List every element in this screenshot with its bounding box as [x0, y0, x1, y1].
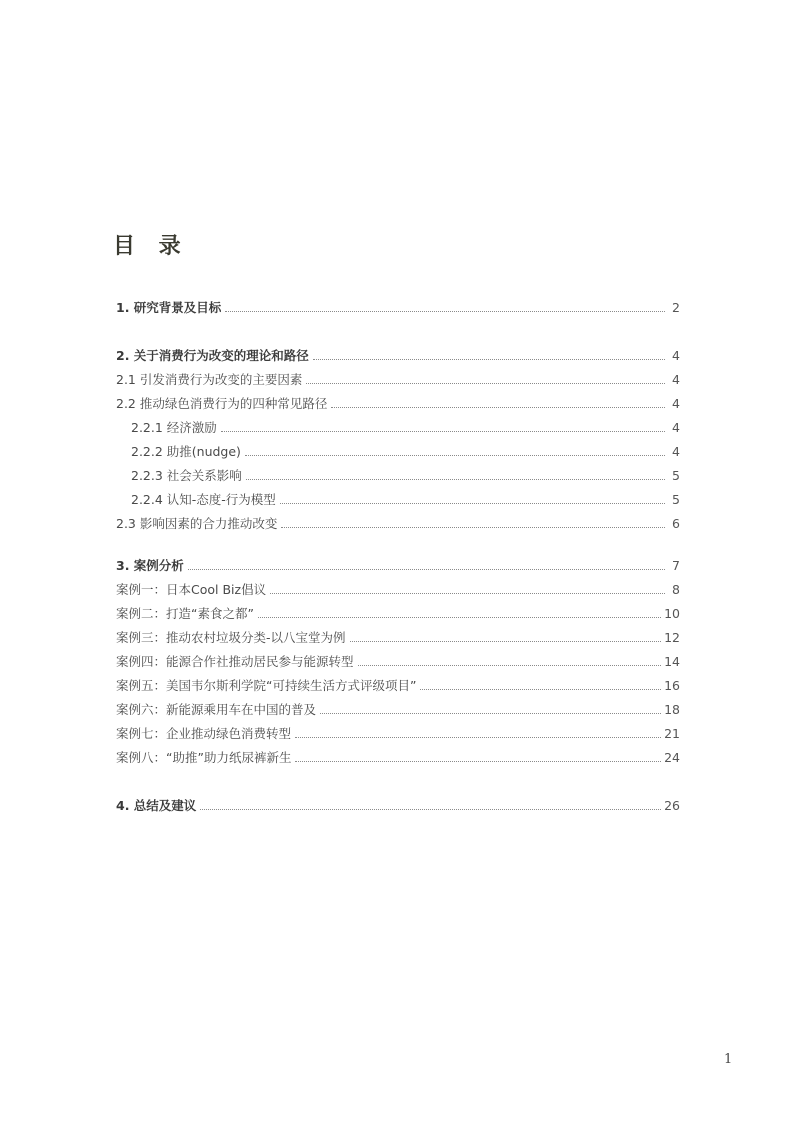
toc-entry-label: 2.2.3 社会关系影响	[131, 468, 242, 483]
dot-leader	[270, 593, 665, 594]
toc-entry-case-8[interactable]	[116, 748, 680, 766]
toc-entry-page: 12	[664, 630, 680, 645]
toc-entry-label: 1. 研究背景及目标	[116, 300, 222, 315]
toc-entry-theory-and-paths[interactable]	[116, 346, 680, 364]
toc-title: 目 录	[113, 234, 189, 259]
toc-entry-label: 2.2.4 认知-态度-行为模型	[131, 492, 276, 507]
toc-entry-2-2[interactable]	[116, 394, 680, 412]
toc-entry-summary[interactable]	[116, 796, 680, 814]
page-number: 1	[724, 1052, 733, 1067]
toc-entry-case-3[interactable]	[116, 628, 680, 646]
dot-leader	[331, 407, 665, 408]
dot-leader	[188, 569, 665, 570]
toc-entry-label: 2.2.1 经济激励	[131, 420, 217, 435]
dot-leader	[306, 383, 665, 384]
dot-leader	[280, 503, 665, 504]
toc-entry-research-background[interactable]	[116, 298, 680, 316]
dot-leader	[358, 665, 662, 666]
toc-entry-page: 8	[672, 582, 680, 597]
toc-entry-page: 24	[664, 750, 680, 765]
toc-entry-label: 案例五：美国韦尔斯利学院“可持续生活方式评级项目”	[116, 678, 417, 693]
toc-entry-2-2-4[interactable]	[131, 490, 680, 508]
toc-entry-label: 案例四：能源合作社推动居民参与能源转型	[116, 654, 354, 669]
dot-leader	[258, 617, 661, 618]
toc-entry-page: 16	[664, 678, 680, 693]
toc-entry-page: 7	[672, 558, 680, 573]
toc-entry-page: 18	[664, 702, 680, 717]
dot-leader	[313, 359, 665, 360]
toc-entry-case-4[interactable]	[116, 652, 680, 670]
toc-entry-page: 4	[672, 348, 680, 363]
toc-entry-label: 2.2.2 助推(nudge)	[131, 444, 241, 459]
toc-entry-case-1[interactable]	[116, 580, 680, 598]
toc-entry-label: 案例六：新能源乘用车在中国的普及	[116, 702, 317, 717]
dot-leader	[420, 689, 661, 690]
dot-leader	[320, 713, 661, 714]
toc-entry-page: 4	[672, 420, 680, 435]
dot-leader	[221, 431, 665, 432]
dot-leader	[295, 761, 661, 762]
toc-entry-page: 21	[664, 726, 680, 741]
toc-entry-label: 案例一：日本Cool Biz倡议	[116, 582, 267, 597]
toc-entry-label: 3. 案例分析	[116, 558, 184, 573]
toc-entry-page: 14	[664, 654, 680, 669]
toc-entry-case-5[interactable]	[116, 676, 680, 694]
dot-leader	[245, 455, 665, 456]
toc-entry-page: 5	[672, 468, 680, 483]
toc-entry-2-3[interactable]	[116, 514, 680, 532]
toc-entry-label: 案例三：推动农村垃圾分类-以八宝堂为例	[116, 630, 346, 645]
toc-entry-2-2-2[interactable]	[131, 442, 680, 460]
toc-entry-case-2[interactable]	[116, 604, 680, 622]
toc-entry-page: 4	[672, 396, 680, 411]
toc-entry-label: 2. 关于消费行为改变的理论和路径	[116, 348, 309, 363]
toc-entry-label: 2.1 引发消费行为改变的主要因素	[116, 372, 303, 387]
toc-entry-page: 5	[672, 492, 680, 507]
toc-entry-label: 案例八：“助推”助力纸尿裤新生	[116, 750, 292, 765]
toc-entry-page: 2	[672, 300, 680, 315]
toc-entry-label: 4. 总结及建议	[116, 798, 197, 813]
toc-entry-page: 4	[672, 372, 680, 387]
toc-entry-2-2-1[interactable]	[131, 418, 680, 436]
toc-entry-label: 2.3 影响因素的合力推动改变	[116, 516, 278, 531]
toc-entry-page: 26	[664, 798, 680, 813]
dot-leader	[200, 809, 661, 810]
dot-leader	[246, 479, 665, 480]
toc-entry-label: 案例二：打造“素食之都”	[116, 606, 254, 621]
dot-leader	[350, 641, 662, 642]
dot-leader	[225, 311, 665, 312]
toc-entry-page: 4	[672, 444, 680, 459]
toc-entry-label: 2.2 推动绿色消费行为的四种常见路径	[116, 396, 328, 411]
toc-entry-page: 10	[664, 606, 680, 621]
toc-entry-2-1[interactable]	[116, 370, 680, 388]
dot-leader	[281, 527, 665, 528]
toc-entry-case-6[interactable]	[116, 700, 680, 718]
toc-entry-page: 6	[672, 516, 680, 531]
toc-entry-label: 案例七：企业推动绿色消费转型	[116, 726, 292, 741]
toc-entry-2-2-3[interactable]	[131, 466, 680, 484]
toc-entry-case-analysis[interactable]	[116, 556, 680, 574]
toc-entry-case-7[interactable]	[116, 724, 680, 742]
dot-leader	[295, 737, 661, 738]
